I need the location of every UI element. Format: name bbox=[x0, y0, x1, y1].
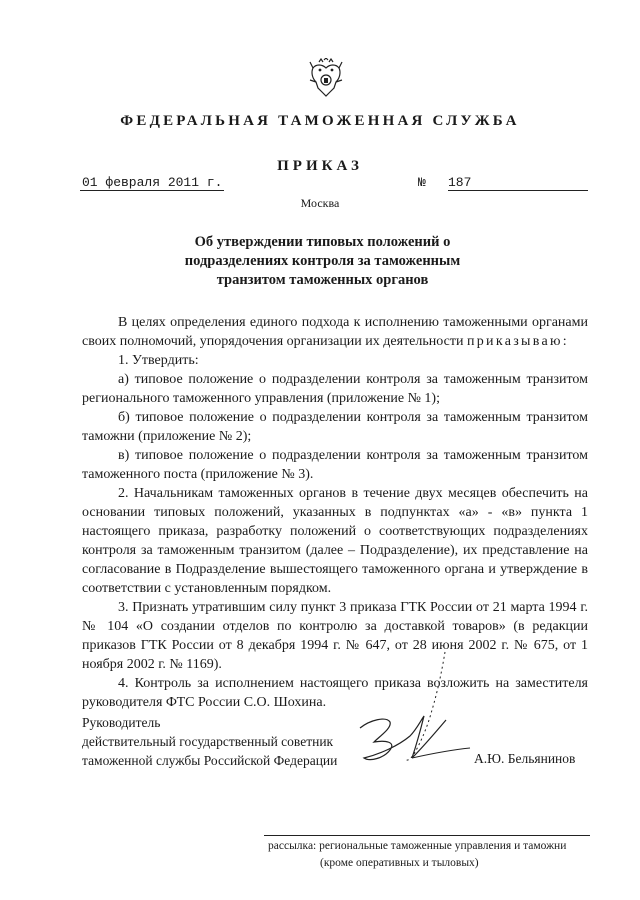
signatory-title bbox=[82, 713, 337, 770]
distribution-line-1: рассылка: региональные таможенные управления и таможни bbox=[268, 840, 567, 852]
order-subject: Об утверждении типовых положений о подразделениях контроля за таможенным транзитом таможенных органов bbox=[184, 234, 461, 288]
item-1a: а) типовое положение о подразделении контроля за таможенным транзитом регионального таможенного управления (приложение № 1); bbox=[82, 372, 588, 406]
order-date: 01 февраля 2011 г. bbox=[82, 175, 223, 190]
agency-title: ФЕДЕРАЛЬНАЯ ТАМОЖЕННАЯ СЛУЖБА bbox=[120, 113, 520, 129]
order-title: ПРИКАЗ bbox=[277, 158, 363, 174]
handwritten-signature bbox=[350, 650, 490, 780]
item-1b: б) типовое положение о подразделении контроля за таможенным транзитом таможни (приложение № 2); bbox=[82, 410, 588, 444]
item-3: 3. Признать утратившим силу пункт 3 приказа ГТК России от 21 марта 1994 г. № 104 «О создании отделов по контролю за доставкой товаров» (в редакции приказов ГТК России от 8 декабря 1994 г. № 647, от 28 июня 2002 г. № 675, от 1 ноября 2002 г. № 1169). bbox=[82, 600, 588, 672]
item-1: 1. Утвердить: bbox=[118, 353, 199, 368]
distribution-line-2: (кроме оперативных и тыловых) bbox=[320, 857, 479, 869]
intro-paragraph: В целях определения единого подхода к исполнению таможенными органами своих полномочий, упорядочения организации их деятельности приказываю: bbox=[82, 315, 588, 349]
order-number-label: № bbox=[418, 175, 426, 190]
city: Москва bbox=[300, 196, 340, 210]
distribution-divider bbox=[264, 835, 590, 836]
signatory-line-2: действительный государственный советник bbox=[82, 734, 334, 749]
signatory-name: А.Ю. Бельянинов bbox=[474, 751, 576, 766]
item-2: 2. Начальникам таможенных органов в течение двух месяцев обеспечить на основании типовых положений, указанных в подпунктах «а» - «в» пункта 1 настоящего приказа, разработку положений о соответствующих подразделениях контроля за таможенным транзитом (далее – Подразделение), их представление на согласование в Подразделение вышестоящего таможенного органа и утверждение в соответствии с установленным порядком. bbox=[82, 486, 588, 596]
coat-of-arms-icon bbox=[308, 58, 344, 100]
item-4: 4. Контроль за исполнением настоящего приказа возложить на заместителя руководителя ФТС России С.О. Шохина. bbox=[82, 676, 588, 710]
order-body bbox=[82, 313, 588, 712]
signatory-line-3: таможенной службы Российской Федерации bbox=[82, 753, 338, 768]
order-number: 187 bbox=[448, 175, 588, 191]
order-verb: приказываю: bbox=[466, 334, 569, 349]
signatory-line-1: Руководитель bbox=[82, 715, 161, 730]
item-1c: в) типовое положение о подразделении контроля за таможенным транзитом таможенного поста (приложение № 3). bbox=[82, 448, 588, 482]
